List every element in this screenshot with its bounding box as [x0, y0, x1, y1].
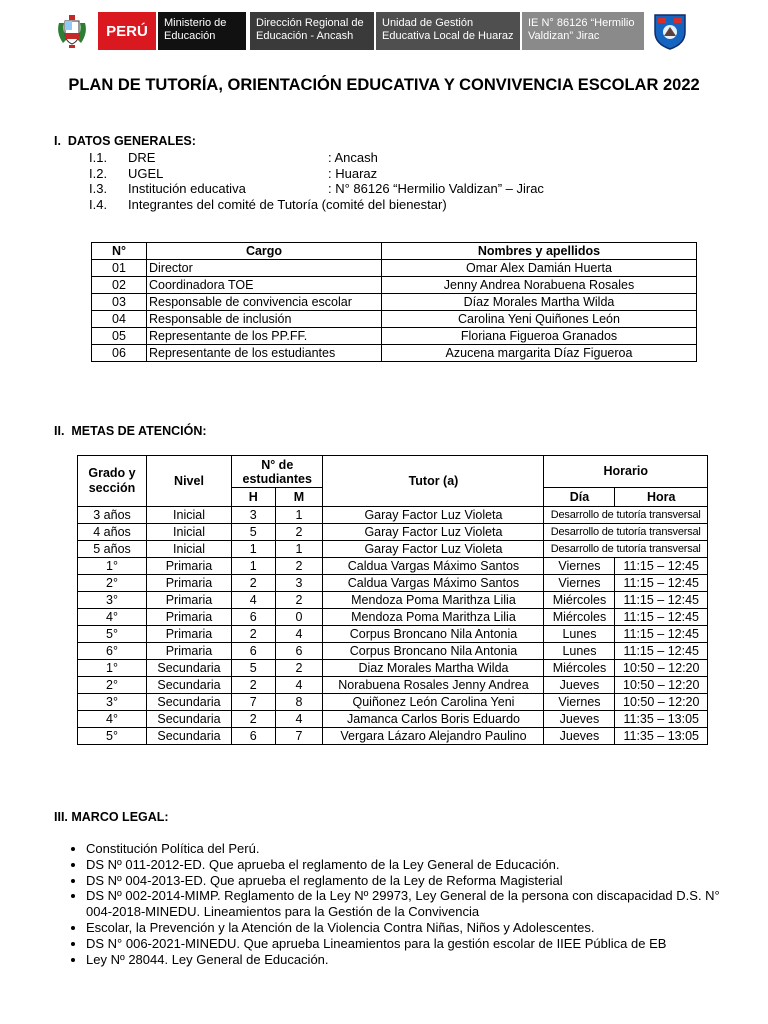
dre-label: Dirección Regional de Educación - Ancash	[250, 12, 374, 50]
table-row	[92, 311, 697, 328]
table-cell: 2°	[78, 575, 147, 592]
table-cell: Caldua Vargas Máximo Santos	[323, 558, 544, 575]
table-cell: 0	[275, 609, 323, 626]
table-cell: Corpus Broncano Nila Antonia	[323, 626, 544, 643]
table-cell: Corpus Broncano Nila Antonia	[323, 643, 544, 660]
column-header: Cargo	[147, 243, 382, 260]
general-data-item: I.2. UGEL : Huaraz	[89, 165, 378, 181]
table-cell: 5	[232, 524, 276, 541]
table-cell: 2	[232, 626, 276, 643]
table-cell: Representante de los PP.FF.	[147, 328, 382, 345]
general-data-list	[89, 150, 544, 212]
table-row	[92, 345, 697, 362]
table-cell: Inicial	[147, 524, 232, 541]
table-cell: Secundaria	[147, 728, 232, 745]
table-cell: 3°	[78, 592, 147, 609]
table-cell: 2	[232, 677, 276, 694]
table-cell: 3	[275, 575, 323, 592]
table-cell: 01	[92, 260, 147, 277]
table-cell: 8	[275, 694, 323, 711]
table-cell: 2	[275, 592, 323, 609]
table-row	[78, 575, 708, 592]
table-cell: Díaz Morales Martha Wilda	[382, 294, 697, 311]
table-cell: Inicial	[147, 541, 232, 558]
table-cell: 6	[232, 728, 276, 745]
table-cell: 4	[232, 592, 276, 609]
table-cell: 4	[275, 677, 323, 694]
table-row	[78, 626, 708, 643]
table-cell: Jamanca Carlos Boris Eduardo	[323, 711, 544, 728]
table-cell: 4 años	[78, 524, 147, 541]
general-data-item: I.3. Institución educativa : N° 86126 “Hermilio Valdizan” – Jirac	[89, 181, 544, 196]
table-cell: Quiñonez León Carolina Yeni	[323, 694, 544, 711]
legal-framework-list	[70, 841, 726, 967]
table-row	[78, 728, 708, 745]
table-cell: Viernes	[544, 575, 615, 592]
table-cell: 04	[92, 311, 147, 328]
table-row	[78, 609, 708, 626]
table-cell: 5°	[78, 626, 147, 643]
table-row	[92, 277, 697, 294]
table-cell: Coordinadora TOE	[147, 277, 382, 294]
column-header: N° de estudiantes	[232, 456, 323, 488]
table-cell: Miércoles	[544, 609, 615, 626]
list-item: • DS Nº 002-2014-MIMP. Reglamento de la Ley Nº 29973, Ley General de la persona con discapacidad D.S. N° 004-2018-MINEDU. Lineamientos para la Gestión de la Convivencia	[86, 888, 726, 920]
table-cell: 1°	[78, 660, 147, 677]
table-cell: 6	[275, 643, 323, 660]
table-cell: Primaria	[147, 575, 232, 592]
table-cell: 5	[232, 660, 276, 677]
table-cell: Mendoza Poma Marithza Lilia	[323, 609, 544, 626]
table-cell: 1	[232, 541, 276, 558]
table-cell: Secundaria	[147, 711, 232, 728]
table-cell: 11:15 – 12:45	[615, 592, 708, 609]
table-cell: Mendoza Poma Marithza Lilia	[323, 592, 544, 609]
table-cell: Primaria	[147, 626, 232, 643]
table-cell: Primaria	[147, 592, 232, 609]
table-cell: Vergara Lázaro Alejandro Paulino	[323, 728, 544, 745]
table-row	[92, 328, 697, 345]
table-cell: 3	[232, 507, 276, 524]
column-header: Día	[544, 488, 615, 507]
table-row	[78, 643, 708, 660]
table-cell: Viernes	[544, 694, 615, 711]
table-cell: Representante de los estudiantes	[147, 345, 382, 362]
ugel-label: Unidad de Gestión Educativa Local de Huaraz	[376, 12, 520, 50]
table-cell: Director	[147, 260, 382, 277]
table-cell: 2	[232, 711, 276, 728]
table-cell: 2°	[78, 677, 147, 694]
table-cell: 4°	[78, 609, 147, 626]
table-header-row	[92, 243, 697, 260]
ministry-label: Ministerio de Educación	[158, 12, 246, 50]
table-cell: 06	[92, 345, 147, 362]
table-cell: Lunes	[544, 643, 615, 660]
table-cell: 1	[275, 541, 323, 558]
column-header: Hora	[615, 488, 708, 507]
table-cell: Floriana Figueroa Granados	[382, 328, 697, 345]
column-header: Grado y sección	[78, 456, 147, 507]
table-cell: 11:15 – 12:45	[615, 609, 708, 626]
table-cell: 1	[275, 507, 323, 524]
table-cell: 7	[232, 694, 276, 711]
table-cell: Primaria	[147, 609, 232, 626]
general-data-item: I.4. Integrantes del comité de Tutoría (comité del bienestar)	[89, 196, 447, 212]
table-cell: Desarrollo de tutoría transversal	[544, 541, 708, 558]
table-cell: Primaria	[147, 558, 232, 575]
header-bar	[52, 12, 688, 50]
table-cell: Lunes	[544, 626, 615, 643]
table-cell: Jueves	[544, 677, 615, 694]
table-cell: Omar Alex Damián Huerta	[382, 260, 697, 277]
table-cell: Jenny Andrea Norabuena Rosales	[382, 277, 697, 294]
table-cell: 6°	[78, 643, 147, 660]
table-cell: 10:50 – 12:20	[615, 677, 708, 694]
page-title: PLAN DE TUTORÍA, ORIENTACIÓN EDUCATIVA Y CONVIVENCIA ESCOLAR 2022	[68, 76, 700, 94]
table-cell: Garay Factor Luz Violeta	[323, 524, 544, 541]
table-cell: Carolina Yeni Quiñones León	[382, 311, 697, 328]
table-cell: Miércoles	[544, 660, 615, 677]
table-cell: Viernes	[544, 558, 615, 575]
table-cell: 5 años	[78, 541, 147, 558]
table-cell: Responsable de inclusión	[147, 311, 382, 328]
column-header: N°	[92, 243, 147, 260]
table-row	[78, 592, 708, 609]
table-cell: 05	[92, 328, 147, 345]
table-cell: Responsable de convivencia escolar	[147, 294, 382, 311]
table-cell: 6	[232, 609, 276, 626]
list-item: • Ley Nº 28044. Ley General de Educación.	[86, 952, 726, 968]
table-row	[78, 507, 708, 524]
table-row	[78, 541, 708, 558]
table-cell: 4°	[78, 711, 147, 728]
table-cell: Inicial	[147, 507, 232, 524]
committee-table	[91, 242, 697, 362]
table-cell: Primaria	[147, 643, 232, 660]
list-item: • DS Nº 011-2012-ED. Que aprueba el reglamento de la Ley General de Educación.	[86, 857, 726, 873]
table-cell: Garay Factor Luz Violeta	[323, 507, 544, 524]
table-cell: 4	[275, 626, 323, 643]
table-cell: 11:35 – 13:05	[615, 728, 708, 745]
table-row	[78, 660, 708, 677]
column-header: Nivel	[147, 456, 232, 507]
table-cell: Diaz Morales Martha Wilda	[323, 660, 544, 677]
table-header-row	[78, 456, 708, 488]
table-cell: 11:15 – 12:45	[615, 626, 708, 643]
coat-of-arms-icon	[52, 12, 92, 50]
table-cell: 6	[232, 643, 276, 660]
list-item: • Constitución Política del Perú.	[86, 841, 726, 857]
table-cell: Desarrollo de tutoría transversal	[544, 524, 708, 541]
table-cell: Norabuena Rosales Jenny Andrea	[323, 677, 544, 694]
table-cell: Azucena margarita Díaz Figueroa	[382, 345, 697, 362]
table-cell: 3 años	[78, 507, 147, 524]
table-cell: Jueves	[544, 711, 615, 728]
peru-label: PERÚ	[98, 12, 156, 50]
column-header: Tutor (a)	[323, 456, 544, 507]
table-cell: 5°	[78, 728, 147, 745]
table-cell: Jueves	[544, 728, 615, 745]
goals-table	[77, 455, 708, 745]
column-header: Horario	[544, 456, 708, 488]
column-header: M	[275, 488, 323, 507]
table-cell: 10:50 – 12:20	[615, 660, 708, 677]
table-cell: 2	[275, 524, 323, 541]
table-row	[92, 294, 697, 311]
table-row	[78, 677, 708, 694]
section-3-heading: III. MARCO LEGAL:	[54, 810, 169, 824]
school-shield-icon	[652, 12, 688, 50]
table-cell: 2	[232, 575, 276, 592]
table-row	[78, 694, 708, 711]
table-cell: 11:15 – 12:45	[615, 575, 708, 592]
section-2-heading: II. METAS DE ATENCIÓN:	[54, 424, 207, 438]
table-cell: 02	[92, 277, 147, 294]
table-cell: Garay Factor Luz Violeta	[323, 541, 544, 558]
list-item: • DS N° 006-2021-MINEDU. Que aprueba Lineamientos para la gestión escolar de IIEE Pública de EB	[86, 936, 726, 952]
table-cell: 4	[275, 711, 323, 728]
table-cell: 10:50 – 12:20	[615, 694, 708, 711]
table-row	[92, 260, 697, 277]
list-item: • DS Nº 004-2013-ED. Que aprueba el reglamento de la Ley de Reforma Magisterial	[86, 873, 726, 889]
table-cell: Desarrollo de tutoría transversal	[544, 507, 708, 524]
table-cell: 2	[275, 558, 323, 575]
ie-label: IE N° 86126 “Hermilio Valdizan” Jirac	[522, 12, 644, 50]
table-cell: 7	[275, 728, 323, 745]
table-cell: 3°	[78, 694, 147, 711]
table-cell: 1°	[78, 558, 147, 575]
table-cell: Caldua Vargas Máximo Santos	[323, 575, 544, 592]
table-cell: Secundaria	[147, 677, 232, 694]
general-data-item: I.1. DRE : Ancash	[89, 150, 378, 165]
table-cell: 11:35 – 13:05	[615, 711, 708, 728]
table-cell: Secundaria	[147, 694, 232, 711]
section-1-heading: I. DATOS GENERALES:	[54, 134, 196, 148]
table-cell: 11:15 – 12:45	[615, 558, 708, 575]
table-cell: Secundaria	[147, 660, 232, 677]
table-cell: Miércoles	[544, 592, 615, 609]
table-cell: 1	[232, 558, 276, 575]
table-row	[78, 558, 708, 575]
table-cell: 03	[92, 294, 147, 311]
table-row	[78, 524, 708, 541]
column-header: Nombres y apellidos	[382, 243, 697, 260]
table-cell: 2	[275, 660, 323, 677]
table-cell: 11:15 – 12:45	[615, 643, 708, 660]
list-item: • Escolar, la Prevención y la Atención de la Violencia Contra Niñas, Niños y Adolescentes.	[86, 920, 726, 936]
table-row	[78, 711, 708, 728]
column-header: H	[232, 488, 276, 507]
